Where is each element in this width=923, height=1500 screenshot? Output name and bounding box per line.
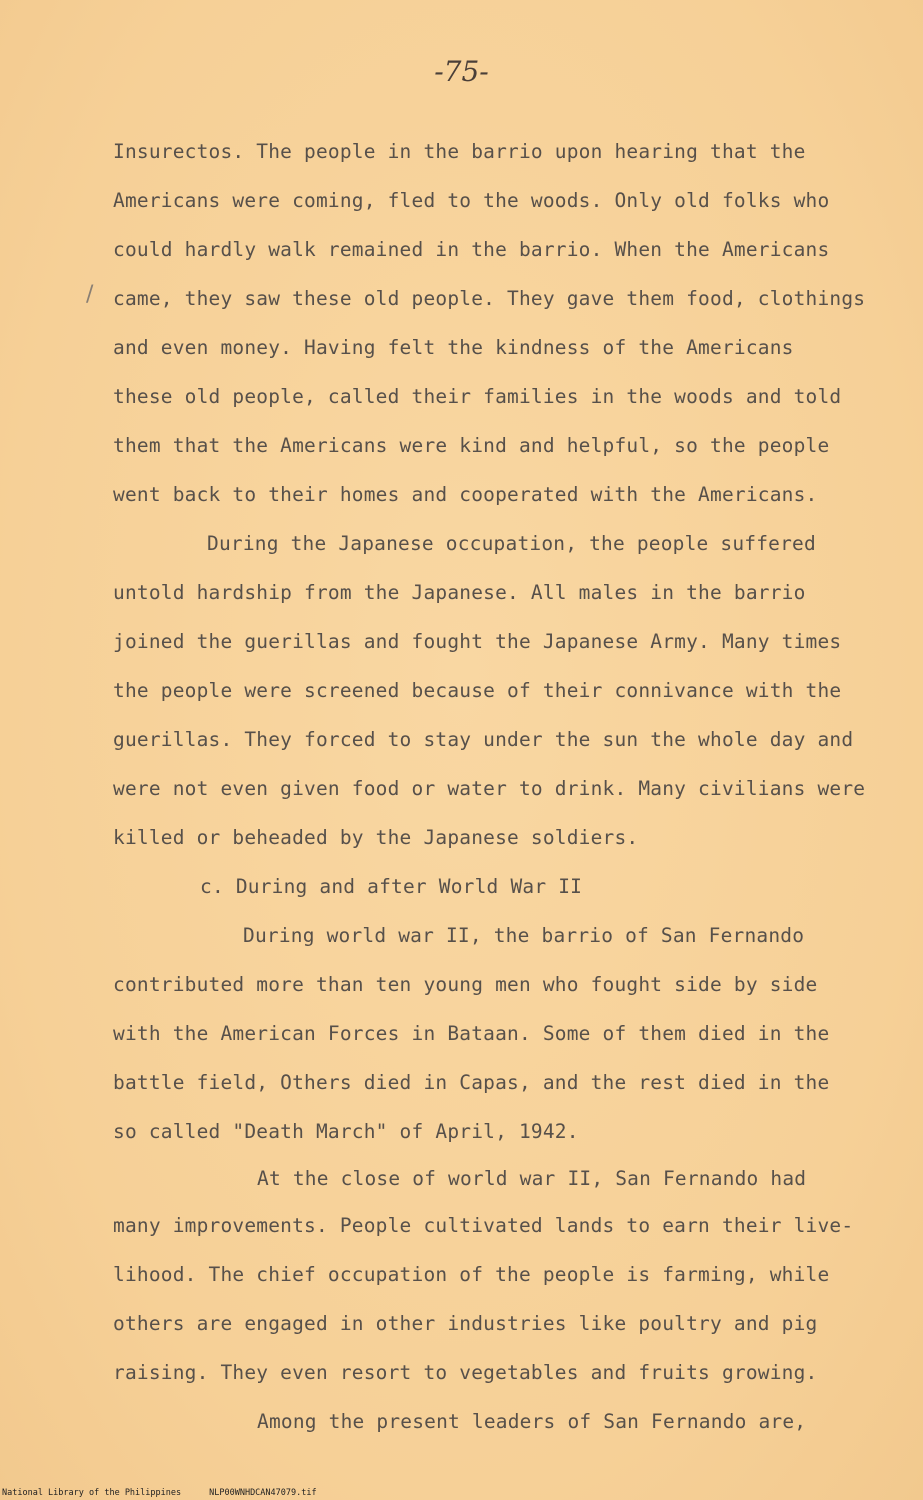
text-line: During the Japanese occupation, the people suffered xyxy=(207,532,816,555)
text-line: contributed more than ten young men who fought side by side xyxy=(113,973,818,996)
text-line: untold hardship from the Japanese. All males in the barrio xyxy=(113,581,806,604)
text-line: killed or beheaded by the Japanese soldiers. xyxy=(113,826,639,849)
text-line: came, they saw these old people. They gave them food, clothings xyxy=(113,287,866,310)
page-number: -75- xyxy=(434,55,489,88)
text-line: guerillas. They forced to stay under the sun the whole day and xyxy=(113,728,854,751)
text-line: battle field, Others died in Capas, and the rest died in the xyxy=(113,1071,830,1094)
text-line: and even money. Having felt the kindness of the Americans xyxy=(113,336,794,359)
text-line: them that the Americans were kind and helpful, so the people xyxy=(113,434,830,457)
text-line: Among the present leaders of San Fernando are, xyxy=(257,1410,807,1433)
text-line: others are engaged in other industries like poultry and pig xyxy=(113,1312,818,1335)
footer-caption xyxy=(2,1488,317,1498)
text-line: lihood. The chief occupation of the people is farming, while xyxy=(113,1263,830,1286)
margin-tick-mark: / xyxy=(86,282,94,307)
text-line: could hardly walk remained in the barrio. When the Americans xyxy=(113,238,830,261)
footer-library: National Library of the Philippines xyxy=(2,1488,182,1498)
text-line: During world war II, the barrio of San Fernando xyxy=(243,924,805,947)
text-line: with the American Forces in Bataan. Some of them died in the xyxy=(113,1022,830,1045)
text-line: joined the guerillas and fought the Japanese Army. Many times xyxy=(113,630,842,653)
footer-filename: NLP00WNHDCAN47079.tif xyxy=(209,1488,317,1498)
text-line: so called "Death March" of April, 1942. xyxy=(113,1120,579,1143)
text-line: Americans were coming, fled to the woods. Only old folks who xyxy=(113,189,830,212)
text-line: these old people, called their families in the woods and told xyxy=(113,385,842,408)
text-line: were not even given food or water to drink. Many civilians were xyxy=(113,777,866,800)
text-line: Insurectos. The people in the barrio upon hearing that the xyxy=(113,140,806,163)
text-line: went back to their homes and cooperated with the Americans. xyxy=(113,483,818,506)
section-heading: c. During and after World War II xyxy=(200,875,583,898)
text-line: the people were screened because of their connivance with the xyxy=(113,679,842,702)
text-line: raising. They even resort to vegetables and fruits growing. xyxy=(113,1361,818,1384)
text-line: many improvements. People cultivated lands to earn their live- xyxy=(113,1214,854,1237)
text-line: At the close of world war II, San Fernando had xyxy=(257,1167,807,1190)
